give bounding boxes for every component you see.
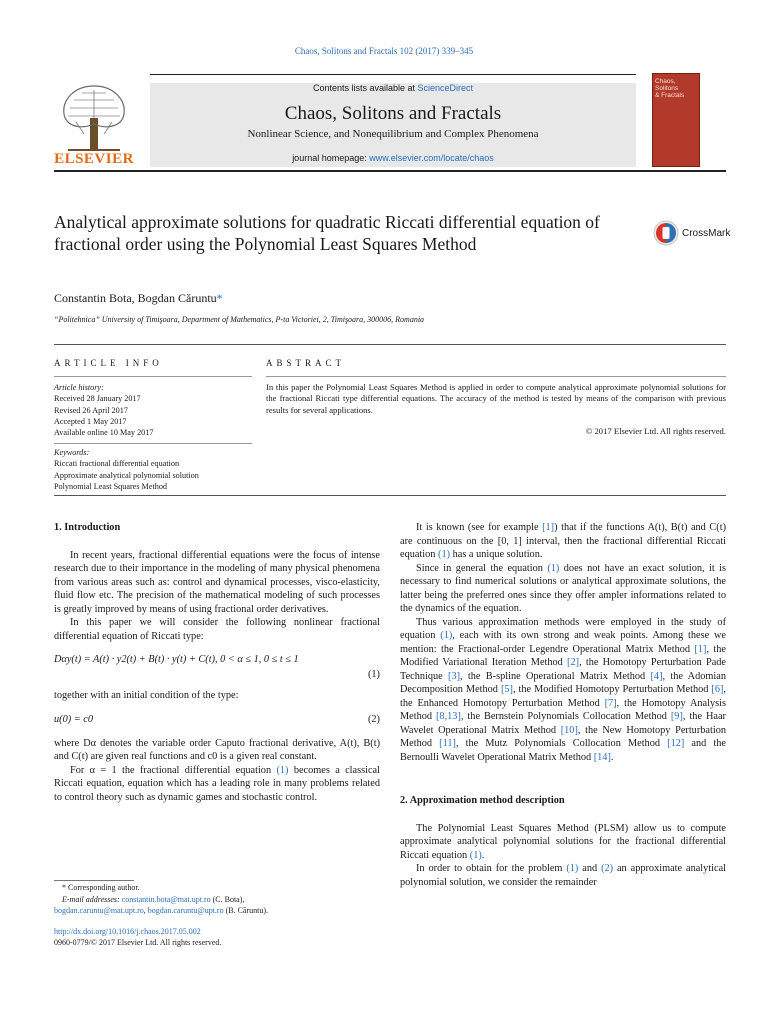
text-run: ) that if the functions A(t), B(t) and C(t) are continuous on the [0, 1] interval, then the fractional differential Riccati equation (400, 522, 726, 560)
equation-1-body: Dαy(t) = A(t) · y2(t) + B(t) · y(t) + C(t), 0 < α ≤ 1, 0 ≤ t ≤ 1 (54, 654, 299, 665)
authors: Constantin Bota, Bogdan Căruntu (54, 291, 217, 305)
body-paragraph (400, 822, 726, 863)
affiliation: “Politehnica” University of Timişoara, Department of Mathematics, P-ta Victoriei, 2, Timişoara, 300006, Romania (54, 315, 425, 324)
journal-homepage-line (150, 153, 636, 163)
history-item: Accepted 1 May 2017 (54, 416, 127, 426)
citation-link[interactable]: [5] (500, 684, 513, 695)
contents-available-line (150, 83, 636, 93)
text-run: , the New Homotopy Perturbation Method (400, 724, 726, 749)
right-column (400, 521, 726, 889)
keyword-item: Polynomial Least Squares Method (54, 481, 168, 491)
masthead-bottom-rule (54, 170, 726, 172)
equation-2 (54, 713, 380, 729)
text-run: and (578, 863, 602, 874)
text-run: , the Enhanced Homotopy Perturbation Method (400, 684, 726, 709)
citation-link[interactable]: [7] (604, 697, 617, 709)
article-history (54, 382, 252, 438)
abstract-rule (266, 376, 726, 377)
equation-ref[interactable]: (1) (276, 764, 289, 776)
email-link[interactable]: constantin.bota@mat.upt.ro (121, 894, 211, 904)
left-column (54, 521, 380, 804)
header-top-rule (150, 74, 636, 75)
article-info-rule (54, 376, 252, 377)
email-link[interactable]: bogdan.caruntu@upt.ro (147, 906, 224, 915)
crossmark-icon[interactable] (653, 220, 679, 246)
body-paragraph (400, 562, 726, 616)
text-run: , the Homotopy Analysis Method (400, 697, 726, 722)
contents-prefix: Contents lists available at (312, 83, 418, 93)
email-owner: (B. Căruntu). (223, 906, 269, 915)
email-owner: (C. Bota), (210, 894, 245, 904)
footnotes (54, 882, 384, 949)
history-label: Article history: (54, 383, 104, 392)
article-title: Analytical approximate solutions for quadratic Riccati differential equation of fractional order using the Polynomial Least Squares Method (54, 212, 600, 254)
text-run: , the Adomian Decomposition Method (400, 670, 727, 695)
abstract-heading: ABSTRACT (266, 358, 346, 368)
citation-link[interactable]: [4] (650, 670, 663, 682)
history-item: Received 28 January 2017 (54, 394, 141, 404)
text-run: Thus various approximation methods were employed in the study of equation (400, 616, 726, 641)
email-label: E-mail addresses: (62, 894, 122, 904)
equation-ref[interactable]: (1) (566, 863, 579, 874)
email-line-2: bogdan.caruntu@mat.upt.ro, bogdan.caruntu@upt.ro (B. Căruntu). (54, 906, 269, 915)
cover-line: Solitons (655, 85, 679, 92)
citation-link[interactable]: [9] (670, 711, 683, 722)
text-run: , the Mutz Polynomials Collocation Method (455, 738, 668, 749)
keywords (54, 447, 252, 492)
equation-ref[interactable]: (1) (438, 549, 451, 560)
intro-paragraph-1: In recent years, fractional differential equations were the focus of intense research due to their importance in the modeling of many physical phenomena from various areas such as: control and dynamical processes, visco-elasticity, fluid flow etc. The precision of the mathematical modeling of such processes is greatly improved by means of using fractional order derivatives. (54, 549, 380, 615)
issn-copyright: 0960-0779/© 2017 Elsevier Ltd. All rights reserved. (54, 938, 222, 947)
citation-link[interactable]: [14] (593, 751, 611, 763)
intro-paragraph-5 (54, 764, 380, 805)
body-paragraph (400, 521, 726, 562)
text-run: , the Haar Wavelet Operational Matrix Method (400, 711, 726, 736)
text-run: It is known (see for example (416, 522, 543, 533)
citation-link[interactable]: [10] (560, 724, 578, 736)
abstract-copyright: © 2017 Elsevier Ltd. All rights reserved. (585, 426, 726, 436)
equation-ref[interactable]: (1) (440, 630, 453, 641)
text-run: , each with its own strong and weak points. Among these we mention: the Fractional-order Legendre Operational Matrix Method (400, 630, 727, 655)
citation-link[interactable]: [8,13] (436, 711, 461, 722)
equation-ref[interactable]: (2) (601, 863, 614, 874)
corresponding-author-note: * Corresponding author. (62, 883, 140, 892)
equation-2-number: (2) (367, 713, 380, 725)
body-paragraph (400, 616, 726, 765)
citation-link[interactable]: [11] (439, 738, 456, 749)
text-run: In order to obtain for the problem (416, 863, 567, 874)
intro-paragraph-3: together with an initial condition of the type: (54, 690, 239, 701)
text-run: , the Modified Variational Iteration Method (400, 643, 726, 668)
email-link[interactable]: bogdan.caruntu@mat.upt.ro (54, 906, 144, 915)
section-2-heading: 2. Approximation method description (400, 795, 565, 806)
sciencedirect-link[interactable]: ScienceDirect (417, 83, 474, 93)
journal-cover-title (655, 78, 697, 99)
text-run: an approximate analytical polynomial solution, we consider the remainder (400, 863, 727, 888)
equation-2-body: u(0) = c0 (54, 713, 93, 725)
doi-link[interactable]: http://dx.doi.org/10.1016/j.chaos.2017.05.002 (54, 926, 201, 936)
info-top-rule (54, 344, 726, 345)
journal-homepage-link[interactable]: www.elsevier.com/locate/chaos (369, 153, 494, 163)
text-run: . (481, 849, 485, 861)
keywords-label: Keywords: (54, 448, 90, 457)
intro-paragraph-2: In this paper we will consider the following nonlinear fractional differential equation of Riccati type: (54, 617, 380, 642)
citation-link[interactable]: [6] (711, 684, 724, 695)
text-run: The Polynomial Least Squares Method (PLSM) allow us to compute approximate analytical polynomial solutions for the fractional differential Riccati equation (400, 822, 726, 861)
email-line-1 (54, 894, 384, 906)
footnote-rule (54, 880, 134, 881)
citation-link[interactable]: [2] (567, 657, 580, 668)
journal-subtitle: Nonlinear Science, and Nonequilibrium and Complex Phenomena (247, 128, 539, 140)
citation-link[interactable]: [1] (694, 643, 707, 655)
equation-ref[interactable]: (1) (469, 849, 482, 861)
keywords-rule (54, 443, 252, 444)
text-run: For α = 1 the fractional differential equation (70, 764, 277, 776)
citation-link[interactable]: [3] (448, 670, 461, 682)
equation-ref[interactable]: (1) (547, 562, 560, 574)
equation-1 (54, 653, 380, 683)
corresponding-author-mark[interactable]: * (216, 291, 223, 305)
history-item: Available online 10 May 2017 (54, 428, 154, 438)
publisher-wordmark: ELSEVIER (54, 151, 134, 167)
keyword-item: Riccati fractional differential equation (54, 459, 180, 469)
text-run: , the Homotopy Perturbation Pade Technique (400, 657, 726, 682)
abstract-text: In this paper the Polynomial Least Squares Method is applied in order to compute analytical approximate polynomial solutions for the fractional Riccati type differential equations. The accuracy of the method is tested by means of the comparison with previous results for several applications. (266, 382, 726, 415)
homepage-prefix: journal homepage: (292, 153, 370, 163)
text-run: becomes a classical Riccati equation, equation which has a leading role in many problems related to control theory such as dynamic games and stochastic control. (54, 764, 380, 803)
abstract-bottom-rule (54, 495, 726, 496)
running-head[interactable]: Chaos, Solitons and Fractals 102 (2017) 339–345 (294, 46, 474, 56)
journal-title: Chaos, Solitons and Fractals (284, 103, 502, 124)
text-run: , the B-spline Operational Matrix Method (460, 670, 651, 682)
text-run: , the Modified Homotopy Perturbation Method (512, 684, 712, 695)
article-info-heading: ARTICLE INFO (54, 358, 163, 368)
cover-line: & Fractals (655, 92, 685, 99)
text-run: Since in general the equation (416, 562, 548, 574)
text-run: . (610, 751, 614, 763)
text-run: and the Bernoulli Wavelet Operational Matrix Method (400, 738, 726, 763)
crossmark-label[interactable]: CrossMark (682, 228, 731, 239)
text-run: does not have an exact solution, it is necessary to find numerical solutions or analytical approximate solutions, the latter being the preferred ones since they offer ampler informations related to the dynamics of the equation. (400, 562, 726, 614)
section-1-heading: 1. Introduction (54, 522, 121, 533)
history-item: Revised 26 April 2017 (54, 405, 128, 415)
intro-paragraph-4: where Dα denotes the variable order Caputo fractional derivative, A(t), B(t) and C(t) are given real functions and c0 is a given real constant. (54, 737, 380, 762)
author-list (54, 291, 223, 306)
body-paragraph (400, 862, 726, 889)
cover-line: Chaos, (655, 78, 676, 85)
equation-1-number: (1) (367, 669, 380, 680)
keyword-item: Approximate analytical polynomial solution (54, 470, 199, 480)
text-run: has a unique solution. (450, 549, 543, 560)
text-run: , the Bernstein Polynomials Collocation Method (460, 711, 671, 722)
citation-link[interactable]: [1] (542, 522, 555, 533)
citation-link[interactable]: [12] (667, 738, 685, 749)
